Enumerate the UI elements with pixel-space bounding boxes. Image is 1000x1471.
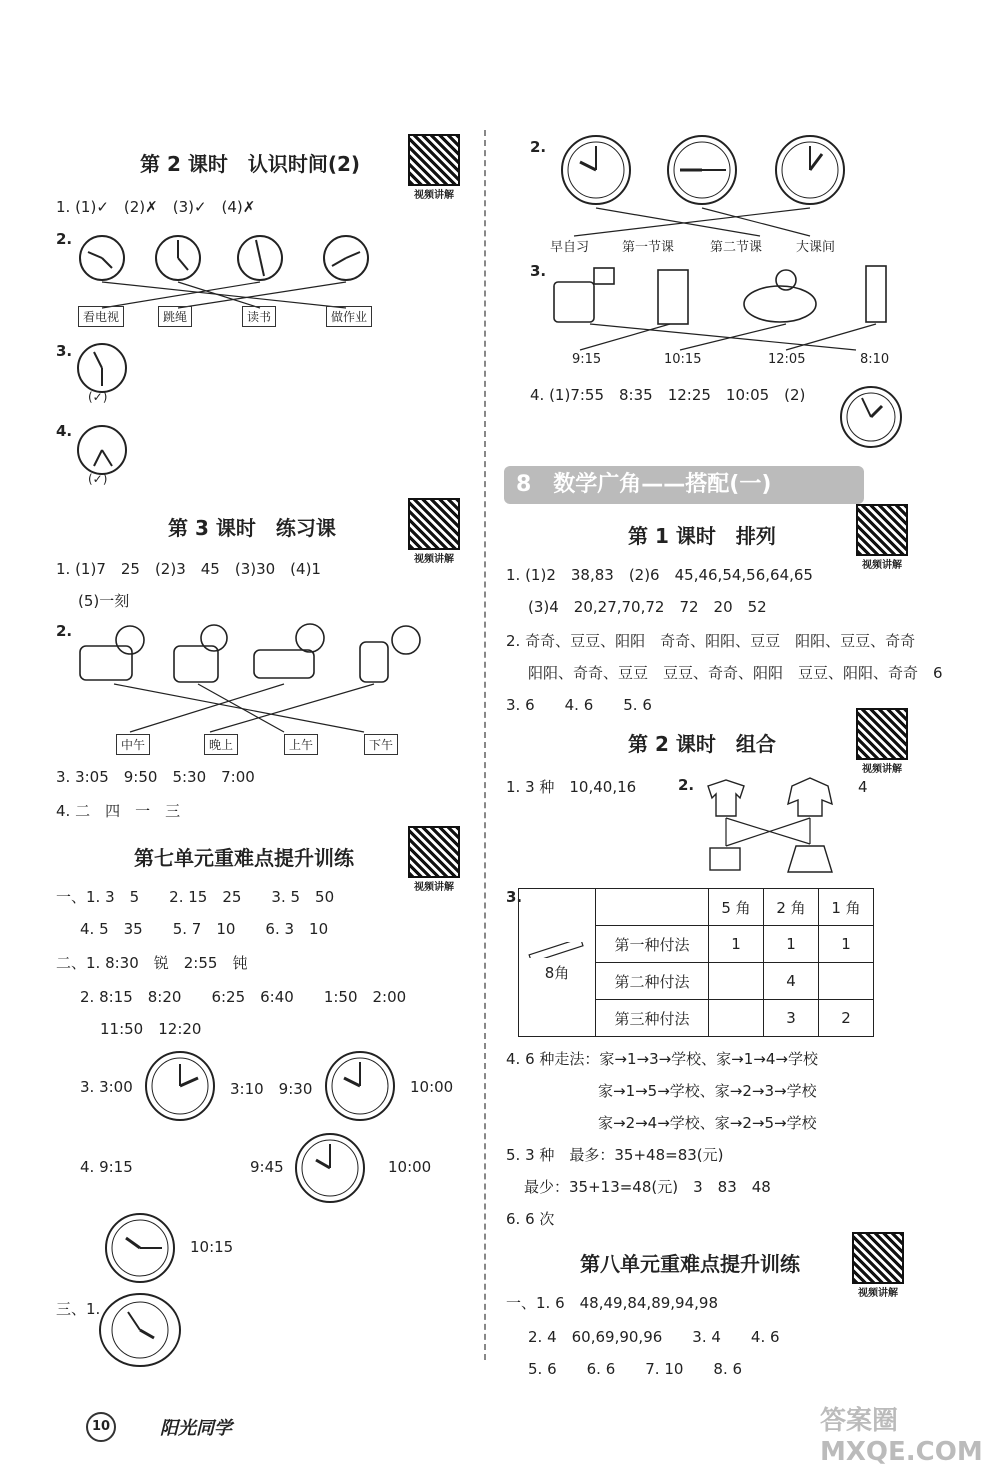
r-s2-answer-4a: 4. 6 种走法：家→1→3→学校、家→1→4→学校 [506, 1050, 818, 1068]
l2-q3-number: 3. [56, 342, 73, 360]
l2-label-read: 读书 [242, 306, 276, 327]
clock-icon [292, 1130, 368, 1206]
r-s2-answer-2: 4 [858, 778, 868, 796]
page-footer [50, 1408, 290, 1442]
u7-answer-3c: 10:00 [410, 1078, 454, 1096]
qr-code-lesson3[interactable]: 视频讲解 [408, 498, 460, 565]
clothes-matching-figure [700, 776, 840, 876]
r-s2-answer-5a: 5. 3 种 最多：35+48=83(元) [506, 1146, 724, 1164]
r-s2-answer-4c: 家→2→4→学校、家→2→5→学校 [598, 1114, 817, 1132]
l2-label-homework: 做作业 [326, 306, 372, 327]
r-label-first-class: 第一节课 [622, 240, 675, 255]
payment-table [518, 888, 874, 1037]
table-cell: 1 [764, 926, 819, 963]
l3-label-evening: 晚上 [204, 734, 238, 755]
coin-bar-icon [527, 942, 587, 958]
u7-answer-2c: 11:50 12:20 [100, 1020, 202, 1038]
u7-answer-1a: 一、1. 3 5 2. 15 25 3. 5 50 [56, 888, 335, 906]
table-header-cell: 1 角 [819, 889, 874, 926]
table-row-label: 第三种付法 [596, 1000, 709, 1037]
table-cell [709, 1000, 764, 1037]
l3-answer-3: 3. 3:05 9:50 5:30 7:00 [56, 768, 255, 786]
qr-code-unit8[interactable]: 视频讲解 [852, 1232, 904, 1299]
l2-q3-mark: (✓) [88, 390, 108, 404]
r-s2-q3-number: 3. [506, 888, 523, 906]
r-time-3: 12:05 [768, 352, 806, 367]
qr-code-r-lesson2[interactable]: 视频讲解 [856, 708, 908, 775]
r-s2-answer-1: 1. 3 种 10,40,16 [506, 778, 637, 796]
clock-icon [142, 1048, 218, 1124]
u7-answer-2b: 2. 8:15 8:20 6:25 6:40 1:50 2:00 [80, 988, 407, 1006]
r-s2-answer-6: 6. 6 次 [506, 1210, 555, 1228]
clock-icon [80, 236, 368, 280]
unit8-banner: 8 数学广角——搭配(一) [504, 466, 864, 504]
u8-answer-1a: 一、1. 6 48,49,84,89,94,98 [506, 1294, 718, 1312]
table-row-label: 第二种付法 [596, 963, 709, 1000]
u7-answer-5: 10:15 [190, 1238, 234, 1256]
r-s1-answer-2b: 阳阳、奇奇、豆豆 豆豆、奇奇、阳阳 豆豆、阳阳、奇奇 6 [528, 664, 943, 682]
r-q3-matching-figure [550, 262, 890, 354]
clock-icon [322, 1048, 398, 1124]
u7-answer-3b: 3:10 9:30 [230, 1080, 313, 1098]
table-cell: 3 [764, 1000, 819, 1037]
l3-answer-4: 4. 二 四 一 三 [56, 802, 181, 820]
r-label-early-study: 早自习 [550, 240, 590, 255]
l3-q2-matching-figure [74, 622, 434, 738]
r-lesson2-title: 第 2 课时 组合 [628, 732, 776, 756]
r-answer-4: 4. (1)7:55 8:35 12:25 10:05 (2) [530, 386, 806, 404]
r-time-2: 10:15 [664, 352, 702, 367]
r-s1-answer-1b: (3)4 20,27,70,72 72 20 52 [528, 598, 767, 616]
l2-q4-mark: (✓) [88, 472, 108, 486]
table-header-cell: 5 角 [709, 889, 764, 926]
qr-code-unit7[interactable]: 视频讲解 [408, 826, 460, 893]
table-total-cell [519, 889, 596, 1037]
table-corner [596, 889, 709, 926]
r-time-1: 9:15 [572, 352, 602, 367]
u7-answer-1b: 4. 5 35 5. 7 10 6. 3 10 [80, 920, 329, 938]
unit7-title: 第七单元重难点提升训练 [134, 846, 354, 870]
r-s1-answer-2a: 2. 奇奇、豆豆、阳阳 奇奇、阳阳、豆豆 阳阳、豆豆、奇奇 [506, 632, 916, 650]
r-label-break: 大课间 [796, 240, 836, 255]
table-cell: 1 [819, 926, 874, 963]
table-total-label: 8角 [544, 964, 570, 982]
l3-answer-1a: 1. (1)7 25 (2)3 45 (3)30 (4)1 [56, 560, 321, 578]
page-number: 10 [86, 1412, 116, 1442]
r-q3-number: 3. [530, 262, 547, 280]
r-q2-matching-figure [560, 132, 850, 240]
qr-code-lesson2[interactable]: 视频讲解 [408, 134, 460, 201]
column-divider [484, 130, 486, 1360]
table-cell [819, 963, 874, 1000]
l3-answer-1b: (5)一刻 [78, 592, 130, 610]
u7-answer-4a: 4. 9:15 [80, 1158, 133, 1176]
r-s1-answer-1a: 1. (1)2 38,83 (2)6 45,46,54,56,64,65 [506, 566, 813, 584]
r-s2-answer-4b: 家→1→5→学校、家→2→3→学校 [598, 1082, 817, 1100]
clock-icon [102, 1210, 178, 1286]
watermark: 答案圈 MXQE.COM [820, 1406, 983, 1467]
clock-icon [74, 340, 130, 396]
u7-answer-4c: 10:00 [388, 1158, 432, 1176]
lesson3-title: 第 3 课时 练习课 [168, 516, 336, 540]
l2-q4-number: 4. [56, 422, 73, 440]
u7-section3-number: 三、1. [56, 1300, 101, 1318]
clock-icon [98, 1292, 182, 1368]
unit8-title: 第八单元重难点提升训练 [580, 1252, 800, 1276]
u7-answer-2a: 二、1. 8:30 锐 2:55 钝 [56, 954, 248, 972]
l2-label-watch-tv: 看电视 [78, 306, 124, 327]
r-lesson1-title: 第 1 课时 排列 [628, 524, 776, 548]
r-time-4: 8:10 [860, 352, 890, 367]
r-q2-number: 2. [530, 138, 547, 156]
brand-logo: 阳光同学 [160, 1418, 232, 1439]
lesson2-title: 第 2 课时 认识时间(2) [140, 152, 361, 176]
r-s2-q2-number: 2. [678, 776, 695, 794]
r-s1-answer-3: 3. 6 4. 6 5. 6 [506, 696, 652, 714]
l3-q2-number: 2. [56, 622, 73, 640]
table-header-cell: 2 角 [764, 889, 819, 926]
l2-label-jump-rope: 跳绳 [158, 306, 192, 327]
table-cell: 4 [764, 963, 819, 1000]
u7-answer-4b: 9:45 [250, 1158, 284, 1176]
table-cell [709, 963, 764, 1000]
r-s2-answer-5b: 最少：35+13=48(元) 3 83 48 [524, 1178, 771, 1196]
l3-label-morning: 上午 [284, 734, 318, 755]
l2-q2-number: 2. [56, 230, 73, 248]
u8-answer-1c: 5. 6 6. 6 7. 10 8. 6 [528, 1360, 743, 1378]
r-label-second-class: 第二节课 [710, 240, 763, 255]
l3-label-afternoon: 下午 [364, 734, 398, 755]
table-row [519, 889, 874, 926]
clock-icon [74, 422, 130, 478]
l3-label-noon: 中午 [116, 734, 150, 755]
qr-code-r-lesson1[interactable]: 视频讲解 [856, 504, 908, 571]
table-cell: 2 [819, 1000, 874, 1037]
l2-answer-1: 1. (1)✓ (2)✗ (3)✓ (4)✗ [56, 198, 256, 216]
u8-answer-1b: 2. 4 60,69,90,96 3. 4 4. 6 [528, 1328, 780, 1346]
table-row-label: 第一种付法 [596, 926, 709, 963]
clock-icon [838, 384, 904, 450]
table-cell: 1 [709, 926, 764, 963]
u7-answer-3a: 3. 3:00 [80, 1078, 133, 1096]
